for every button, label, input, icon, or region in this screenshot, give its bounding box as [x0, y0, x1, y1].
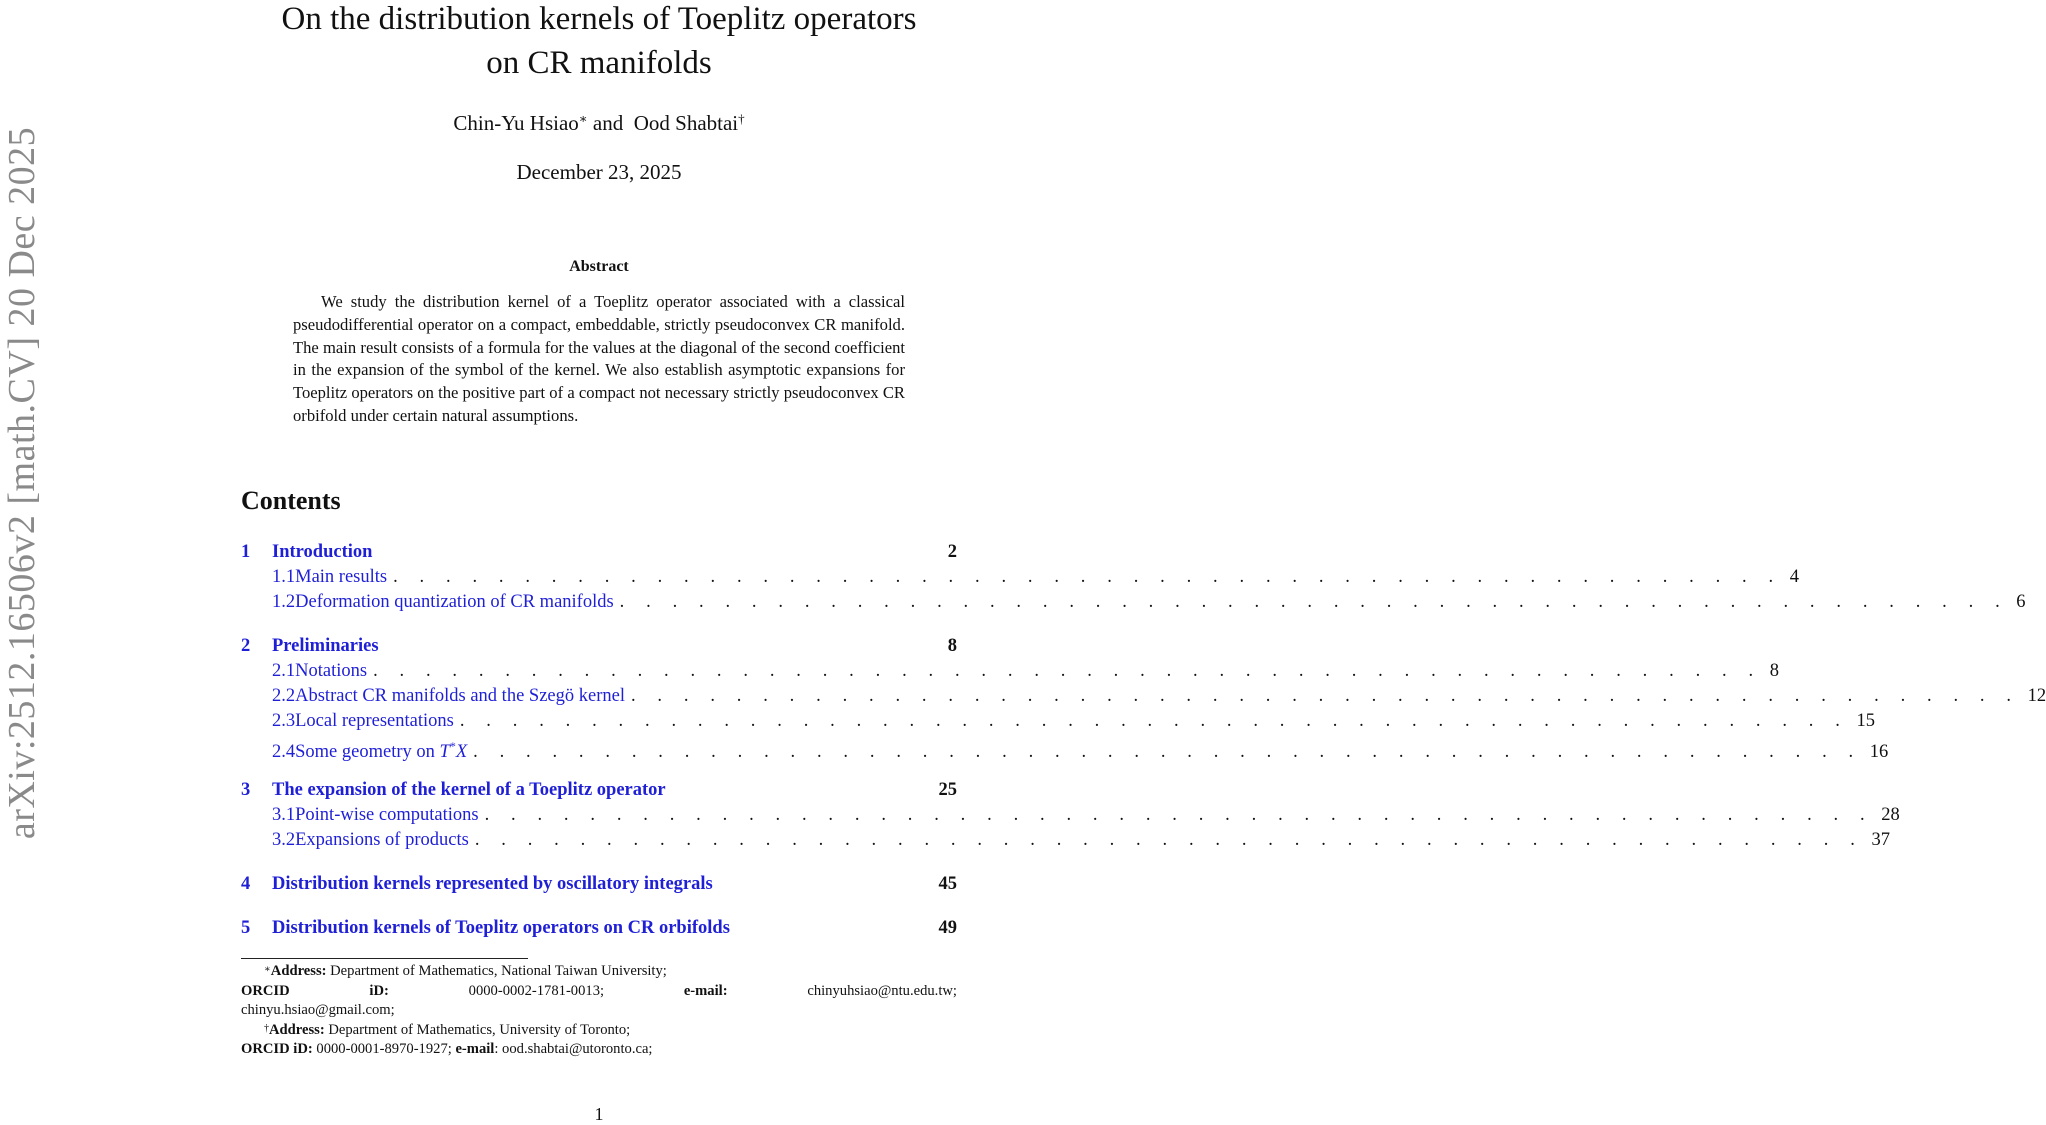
toc-leader-dots: . . . . . . . . . . . . . . . . . . . . . . . . . . . . . . . . . . . . . . . . . . . . . . . . . . . . .: [393, 567, 1782, 587]
footnote-1-address: Department of Mathematics, National Taiwan University;: [326, 963, 667, 979]
author-list: [241, 109, 957, 137]
toc-section-group: [241, 634, 2046, 763]
toc-subsection-page: 12: [2027, 686, 2046, 706]
toc-leader-dots: . . . . . . . . . . . . . . . . . . . . . . . . . . . . . . . . . . . . . . . . . . . . . . . . . . . . .: [619, 592, 2009, 612]
author-1-footnote-mark[interactable]: ∗: [578, 111, 588, 126]
toc-section-3[interactable]: [241, 778, 957, 803]
toc-subsection-title[interactable]: Some geometry on T*X: [295, 739, 468, 763]
toc-section-group: [241, 778, 1900, 853]
table-of-contents: [241, 540, 2046, 960]
footnote-rule: [241, 958, 528, 959]
footnote-1-orcid-label: ORCID: [241, 982, 290, 999]
toc-subsection-title[interactable]: Main results: [295, 567, 388, 587]
title-line-2: on CR manifolds: [486, 45, 712, 81]
author-separator: and: [587, 111, 634, 135]
toc-leader-dots: . . . . . . . . . . . . . . . . . . . . . . . . . . . . . . . . . . . . . . . . . . . . . . . . . . . . .: [484, 805, 1874, 825]
footnote-2-mark: †: [264, 1022, 269, 1034]
toc-subsection-page: 4: [1789, 567, 1799, 587]
toc-section-group: [241, 916, 957, 941]
toc-subsection-number[interactable]: 3.2: [272, 830, 296, 850]
toc-section-1[interactable]: [241, 540, 957, 565]
footnote-1-orcid[interactable]: 0000-0002-1781-0013;: [468, 982, 605, 999]
toc-subsection-title[interactable]: Local representations: [295, 711, 454, 731]
toc-subsection-page: 16: [1869, 742, 1889, 763]
toc-section-title[interactable]: Introduction: [272, 542, 373, 562]
footnote-2-orcid[interactable]: 0000-0001-8970-1927;: [312, 1041, 456, 1057]
toc-section-title[interactable]: The expansion of the kernel of a Toeplitz operator: [272, 780, 666, 800]
footnote-2-address: Department of Mathematics, University of Toronto;: [324, 1021, 631, 1038]
toc-section-page: 8: [947, 636, 957, 656]
toc-subsection-title[interactable]: Notations: [295, 661, 368, 681]
footnote-1: [241, 962, 957, 982]
toc-section-page: 45: [938, 874, 957, 894]
toc-subsection-title[interactable]: Expansions of products: [295, 830, 469, 850]
toc-section-5[interactable]: [241, 916, 957, 941]
toc-subsection-page: 8: [1769, 661, 1779, 681]
footnote-1-email[interactable]: chinyuhsiao@ntu.edu.tw;: [807, 982, 957, 999]
toc-subsection-page: 15: [1856, 711, 1875, 731]
toc-section-2[interactable]: [241, 634, 957, 659]
toc-subsection-number[interactable]: 1.2: [272, 592, 296, 612]
author-1: Chin-Yu Hsiao: [453, 111, 579, 135]
author-2-footnote-mark[interactable]: †: [738, 111, 745, 126]
toc-subsection-3-1[interactable]: [241, 803, 1900, 828]
footnote-2: [241, 1021, 957, 1041]
toc-subsection-1-1[interactable]: [241, 565, 1799, 590]
page-number: 1: [594, 1104, 604, 1124]
toc-subsection-3-2[interactable]: [241, 828, 1890, 853]
toc-subsection-number[interactable]: 3.1: [272, 805, 296, 825]
footnote-2-email[interactable]: : ood.shabtai@utoronto.ca;: [494, 1041, 653, 1057]
author-2: Ood Shabtai: [633, 111, 739, 135]
toc-subsection-title[interactable]: Abstract CR manifolds and the Szegö kernel: [295, 686, 625, 706]
footnote-2-address-label: Address:: [269, 1021, 325, 1038]
toc-section-page: 2: [947, 542, 957, 562]
toc-subsection-number[interactable]: 2.3: [272, 711, 296, 731]
toc-subsection-2-3[interactable]: [241, 709, 1875, 734]
toc-section-group: [241, 540, 2026, 615]
footnote-1-email-2[interactable]: chinyu.hsiao@gmail.com;: [241, 1002, 395, 1018]
toc-section-page: 49: [938, 918, 957, 938]
footnote-1-mark: ∗: [264, 964, 271, 975]
paper-date: December 23, 2025: [516, 160, 682, 184]
title-line-1: On the distribution kernels of Toeplitz operators: [281, 1, 917, 37]
footnotes: [241, 962, 957, 1060]
toc-subsection-2-4[interactable]: [241, 734, 1889, 763]
toc-section-number[interactable]: 1: [241, 542, 251, 562]
toc-subsection-title[interactable]: Point-wise computations: [295, 805, 479, 825]
toc-subsection-page: 6: [2016, 592, 2026, 612]
toc-section-number[interactable]: 3: [241, 780, 251, 800]
abstract-heading: Abstract: [569, 258, 629, 275]
toc-subsection-page: 28: [1881, 805, 1900, 825]
toc-leader-dots: . . . . . . . . . . . . . . . . . . . . . . . . . . . . . . . . . . . . . . . . . . . . . . . . . . . . .: [630, 686, 2020, 706]
toc-section-group: [241, 872, 957, 897]
toc-subsection-2-2[interactable]: [241, 684, 2046, 709]
toc-leader-dots: . . . . . . . . . . . . . . . . . . . . . . . . . . . . . . . . . . . . . . . . . . . . . . . . . . . . .: [473, 742, 1862, 763]
toc-leader-dots: . . . . . . . . . . . . . . . . . . . . . . . . . . . . . . . . . . . . . . . . . . . . . . . . . . . . .: [373, 661, 1762, 681]
toc-section-title[interactable]: Distribution kernels represented by oscillatory integrals: [272, 874, 713, 894]
abstract-text: We study the distribution kernel of a Toeplitz operator associated with a classical pseudodifferential operator on a compact, embeddable, strictly pseudoconvex CR manifold. The main result consists of a formula for the values at the diagonal of the second coefficient in the expansion of the symbol of the kernel. We also establish asymptotic expansions for Toeplitz operators on the positive part of a compact not necessary strictly pseudoconvex CR orbifold under certain natural assumptions.: [293, 292, 905, 425]
toc-leader-dots: . . . . . . . . . . . . . . . . . . . . . . . . . . . . . . . . . . . . . . . . . . . . . . . . . . . . .: [474, 830, 1864, 850]
toc-leader-dots: . . . . . . . . . . . . . . . . . . . . . . . . . . . . . . . . . . . . . . . . . . . . . . . . . . . . .: [459, 711, 1849, 731]
toc-section-page: 25: [938, 780, 957, 800]
toc-subsection-number[interactable]: 1.1: [272, 567, 296, 587]
toc-section-number[interactable]: 2: [241, 636, 251, 656]
arxiv-stamp: arXiv:2512.16506v2 [math.CV] 20 Dec 2025: [1, 126, 43, 840]
footnote-1-address-label: Address:: [270, 963, 327, 979]
footnote-1-contact: [241, 982, 957, 1002]
toc-section-title[interactable]: Preliminaries: [272, 636, 379, 656]
footnote-2-orcid-label: ORCID iD:: [241, 1041, 313, 1057]
toc-subsection-2-1[interactable]: [241, 659, 1779, 684]
contents-heading: Contents: [241, 486, 341, 515]
toc-subsection-title[interactable]: Deformation quantization of CR manifolds: [295, 592, 614, 612]
footnote-1-email-label: e-mail:: [683, 982, 728, 999]
footnote-2-email-label: e-mail: [455, 1041, 495, 1057]
toc-subsection-number[interactable]: 2.1: [272, 661, 296, 681]
toc-subsection-number[interactable]: 2.2: [272, 686, 296, 706]
paper-title: [241, 0, 957, 85]
toc-section-title[interactable]: Distribution kernels of Toeplitz operators on CR orbifolds: [272, 918, 730, 938]
toc-subsection-number[interactable]: 2.4: [272, 742, 296, 763]
toc-section-number[interactable]: 5: [241, 918, 251, 938]
footnote-1-id-label: iD:: [369, 982, 389, 999]
toc-section-4[interactable]: [241, 872, 957, 897]
toc-section-number[interactable]: 4: [241, 874, 251, 894]
toc-subsection-page: 37: [1871, 830, 1890, 850]
arxiv-sidebar: [0, 0, 44, 1121]
toc-subsection-1-2[interactable]: [241, 590, 2026, 615]
footnote-2-contact: [241, 1040, 957, 1060]
